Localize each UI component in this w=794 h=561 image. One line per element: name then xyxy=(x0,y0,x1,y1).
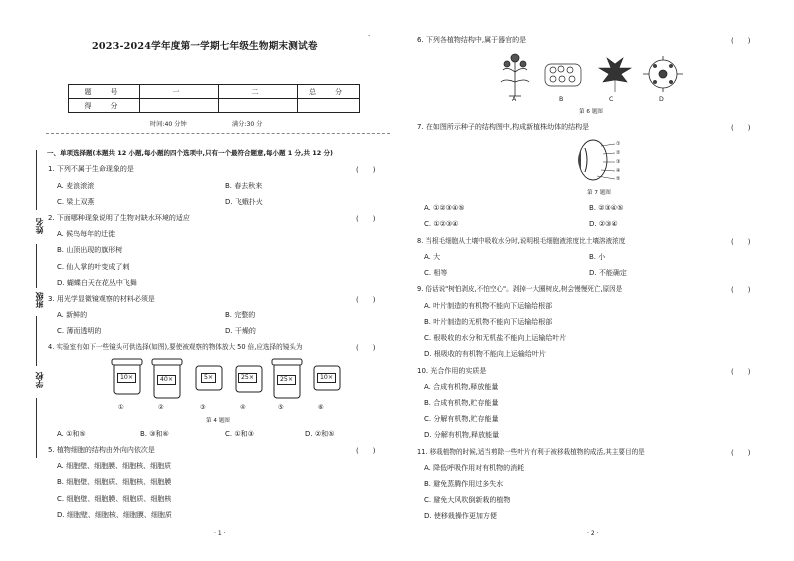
question-11-stem: 11. 移栽植物的时候,适当剪除一些叶片有利于被移栽植物的成活,其主要目的是 xyxy=(417,448,645,456)
option-c[interactable]: C. 根吸收的水分和无机盐不能向上运输给叶片 xyxy=(424,334,567,342)
figure-6-label-b: B xyxy=(559,96,564,103)
answer-paren[interactable]: ( ) xyxy=(731,286,751,294)
binding-line xyxy=(36,398,37,458)
exam-title: 2023-2024学年度第一学期七年级生物期末测试卷 xyxy=(92,41,318,52)
lens-number: ④ xyxy=(240,404,246,411)
option-d[interactable]: D. ②③④ xyxy=(589,220,618,228)
option-c[interactable]: C. 相等 xyxy=(424,269,448,277)
option-c[interactable]: C. ①②③④ xyxy=(424,220,459,228)
option-a[interactable]: A. 降低呼吸作用对有机物的消耗 xyxy=(424,464,525,472)
binding-school-label: 学校 xyxy=(35,372,44,388)
seed-label: ② xyxy=(616,150,621,156)
seed-diagram xyxy=(571,138,631,182)
lens-number: ① xyxy=(118,404,124,411)
score-cell: 二 xyxy=(219,85,298,99)
figure-6-svg xyxy=(495,52,695,98)
page-number: · 1 · xyxy=(214,530,226,537)
seed-label: ④ xyxy=(616,168,621,174)
option-a[interactable]: A. 候鸟每年的迁徙 xyxy=(57,230,116,238)
figure-6-label-a: A xyxy=(512,96,517,103)
question-5-stem: 5. 植物细胞的结构由外向内依次是 xyxy=(48,446,155,454)
question-10-stem: 10. 光合作用的实质是 xyxy=(417,367,487,375)
divider xyxy=(46,133,390,134)
lens-number: ② xyxy=(158,404,164,411)
option-a[interactable]: A. 细胞壁、细胞膜、细胞核、细胞质 xyxy=(57,462,172,470)
plant-illustration xyxy=(501,54,529,96)
option-c[interactable]: C. 仙人掌的叶变成了刺 xyxy=(57,263,130,271)
section-one-heading: 一、单项选择题(本题共 12 小题,每小题的四个选项中,只有一个最符合题意,每小题 1 分,共 12 分) xyxy=(47,149,334,157)
lens-mag-label: 10× xyxy=(317,373,336,383)
binding-line xyxy=(36,244,37,288)
lens-mag-label: 40× xyxy=(157,375,176,385)
figure-4-caption: 第 4 题图 xyxy=(206,418,230,424)
score-cell: 总 分 xyxy=(298,85,360,99)
seed-label: ⑤ xyxy=(616,176,621,182)
answer-paren[interactable]: ( ) xyxy=(731,238,751,246)
answer-paren[interactable]: ( ) xyxy=(356,447,376,455)
corner-mark: · xyxy=(368,32,371,40)
cell-illustration xyxy=(643,56,683,92)
exam-page-2 xyxy=(397,0,794,561)
question-3-stem: 3. 用光学显微镜观察的材料必须是 xyxy=(48,295,155,303)
figure-6-label-d: D xyxy=(659,96,664,103)
seed-label: ③ xyxy=(616,159,621,165)
figure-6-label-c: C xyxy=(609,96,614,103)
question-4-stem: 4. 实验室有如下一些镜头可供选择(如图),要使被观察的物体放大 50 倍,应选择的镜头为 xyxy=(48,343,303,351)
option-d[interactable]: D. 细胞壁、细胞核、细胞膜、细胞质 xyxy=(57,511,172,519)
question-2-stem: 2. 下面哪种现象说明了生物对缺水环境的适应 xyxy=(48,214,190,222)
option-d[interactable]: D. 干燥的 xyxy=(225,327,256,335)
score-table-score-row xyxy=(69,99,360,113)
figure-6-caption: 第 6 题图 xyxy=(579,109,603,115)
option-a[interactable]: A. 大 xyxy=(424,253,441,261)
answer-paren[interactable]: ( ) xyxy=(731,449,751,457)
leaf-illustration xyxy=(599,58,631,92)
lens-figure xyxy=(108,358,348,418)
option-b[interactable]: B. 春去秋来 xyxy=(225,182,263,190)
figure-7 xyxy=(571,138,631,182)
score-cell: 题 号 xyxy=(69,85,140,99)
option-c[interactable]: C. 分解有机物,贮存能量 xyxy=(424,415,499,423)
option-d[interactable]: D. 飞蛾扑火 xyxy=(225,198,263,206)
score-cell: 一 xyxy=(140,85,219,99)
lens-mag-label: 10× xyxy=(117,373,136,383)
question-6-stem: 6. 下列各植物结构中,属于器官的是 xyxy=(417,36,527,44)
lens-number: ③ xyxy=(200,404,206,411)
exam-full-score: 满分:30 分 xyxy=(232,121,263,128)
option-d[interactable]: D. 不能确定 xyxy=(589,269,627,277)
option-b[interactable]: B. 合成有机物,贮存能量 xyxy=(424,399,499,407)
option-b[interactable]: B. 叶片制造的无机物不能向下运输给根部 xyxy=(424,318,553,326)
lens-mag-label: 25× xyxy=(238,373,257,383)
exam-time: 时间:40 分钟 xyxy=(150,121,187,128)
option-d[interactable]: D. 分解有机物,释放能量 xyxy=(424,431,500,439)
option-c[interactable]: C. ①和③ xyxy=(225,430,254,438)
answer-paren[interactable]: ( ) xyxy=(731,124,751,132)
option-d[interactable]: D. 根吸收的有机物不能向上运输给叶片 xyxy=(424,350,546,358)
question-9-stem: 9. 俗话说"树怕剥皮,不怕空心"。剥掉一大圈树皮,树会慢慢死亡,原因是 xyxy=(417,285,623,293)
score-table-header-row xyxy=(69,85,360,99)
option-b[interactable]: B. ③和⑥ xyxy=(140,430,169,438)
option-a[interactable]: A. 合成有机物,释放能量 xyxy=(424,383,499,391)
option-c[interactable]: C. 细胞壁、细胞膜、细胞质、细胞核 xyxy=(57,495,172,503)
binding-line xyxy=(36,150,37,210)
option-c[interactable]: C. 避免大风吹倒新栽的植物 xyxy=(424,496,511,504)
option-a[interactable]: A. ①和⑤ xyxy=(57,430,86,438)
answer-paren[interactable]: ( ) xyxy=(356,215,376,223)
question-1-stem: 1. 下列不属于生命现象的是 xyxy=(48,165,134,173)
answer-paren[interactable]: ( ) xyxy=(356,296,376,304)
option-b[interactable]: B. 山顶出现的旗形树 xyxy=(57,246,123,254)
option-d[interactable]: D. 蝴蝶白天在花丛中飞舞 xyxy=(57,279,137,287)
option-d[interactable]: D. ②和⑤ xyxy=(305,430,335,438)
lens-number: ⑥ xyxy=(318,404,324,411)
lens-number: ⑤ xyxy=(278,404,284,411)
lens-mag-label: 25× xyxy=(277,375,296,385)
option-b[interactable]: B. 小 xyxy=(589,253,606,261)
answer-paren[interactable]: ( ) xyxy=(356,166,376,174)
answer-paren[interactable]: ( ) xyxy=(731,37,751,45)
figure-6 xyxy=(495,52,695,98)
score-cell: 得 分 xyxy=(69,99,140,113)
tissue-illustration xyxy=(545,64,581,86)
option-a[interactable]: A. 新鲜的 xyxy=(57,311,88,319)
option-b[interactable]: B. 避免蒸腾作用过多失水 xyxy=(424,480,504,488)
score-cell-empty[interactable] xyxy=(298,99,360,113)
score-cell-empty[interactable] xyxy=(219,99,298,113)
option-a[interactable]: A. 叶片制造的有机物不能向下运输给根部 xyxy=(424,302,553,310)
score-table xyxy=(68,84,360,113)
lens-figure-svg xyxy=(108,358,348,418)
figure-7-caption: 第 7 题图 xyxy=(587,190,611,196)
binding-name-label: 姓名 xyxy=(35,218,44,234)
question-8-stem: 8. 当根毛细胞从土壤中吸收水分时,说明根毛细胞液浓度比土壤溶液浓度 xyxy=(417,237,626,245)
option-b[interactable]: B. ②③④⑤ xyxy=(589,204,624,212)
option-a[interactable]: A. 麦浪滚滚 xyxy=(57,182,95,190)
answer-paren[interactable]: ( ) xyxy=(731,368,751,376)
option-b[interactable]: B. 完整的 xyxy=(225,311,256,319)
option-c[interactable]: C. 薄而透明的 xyxy=(57,327,102,335)
option-d[interactable]: D. 使移栽操作更加方便 xyxy=(424,512,497,520)
binding-line xyxy=(36,316,37,366)
option-b[interactable]: B. 细胞壁、细胞质、细胞核、细胞膜 xyxy=(57,478,172,486)
score-cell-empty[interactable] xyxy=(140,99,219,113)
page-number: · 2 · xyxy=(587,530,599,537)
option-c[interactable]: C. 梁上双燕 xyxy=(57,198,95,206)
binding-class-label: 班级 xyxy=(35,292,44,308)
seed-label: ① xyxy=(616,141,621,147)
answer-paren[interactable]: ( ) xyxy=(356,344,376,352)
question-7-stem: 7. 在如图所示种子的结构图中,构成新植株幼体的结构是 xyxy=(417,123,590,131)
option-a[interactable]: A. ①②③④⑤ xyxy=(424,204,465,212)
lens-mag-label: 5× xyxy=(201,373,216,383)
